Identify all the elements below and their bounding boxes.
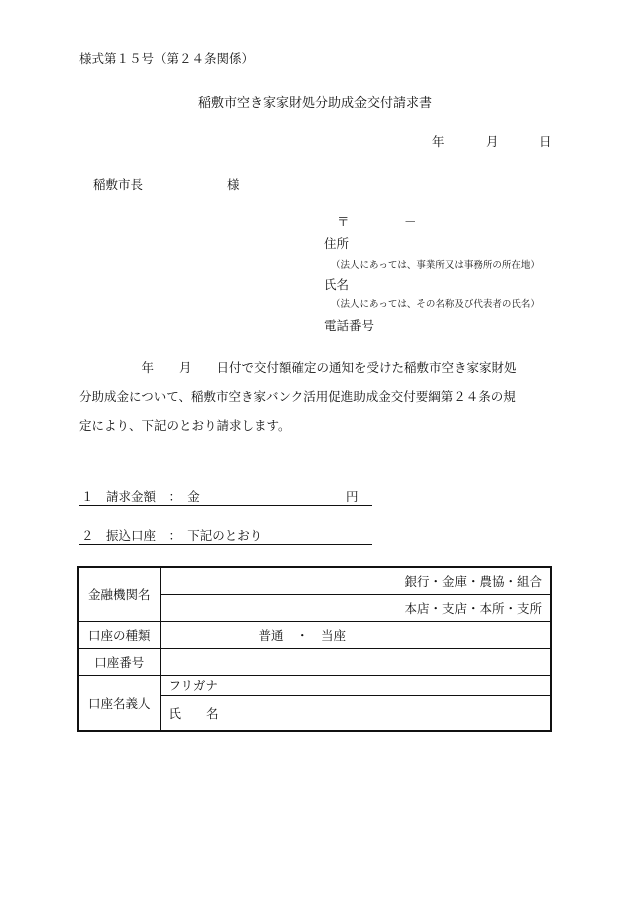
- date-year: 年: [432, 134, 445, 149]
- account-number-label: 口座番号: [78, 648, 160, 675]
- holder-name-label: 氏 名: [160, 695, 551, 731]
- holder-label: 口座名義人: [78, 675, 160, 731]
- postal-dash: －: [404, 214, 417, 229]
- institution-types: 銀行・金庫・農協・組合: [160, 567, 551, 594]
- body-line: 年 月 日付で交付額確定の通知を受けた稲敷市空き家家財処: [79, 360, 517, 375]
- date-month: 月: [486, 134, 499, 149]
- bank-account-table: [77, 566, 552, 732]
- date-day: 日: [539, 134, 552, 149]
- phone-label: 電話番号: [324, 318, 375, 333]
- account-type-options: 普通 ・ 当座: [160, 621, 551, 648]
- addressee-name: 稲敷市長: [93, 177, 144, 192]
- body-line: 分助成金について、稲敷市空き家バンク活用促進助成金交付要綱第２４条の規: [79, 389, 516, 404]
- branch-types: 本店・支店・本所・支所: [160, 594, 551, 621]
- address-note: （法人にあっては、事業所又は事務所の所在地）: [331, 260, 540, 271]
- amount-unit: 円: [346, 489, 359, 504]
- addressee-honorific: 様: [227, 177, 240, 192]
- amount-underline: [79, 505, 372, 506]
- request-body: [79, 353, 553, 440]
- body-line: 定により、下記のとおり請求します。: [79, 418, 291, 433]
- postal-mark: 〒: [337, 214, 350, 229]
- account-underline: [79, 544, 372, 545]
- account-number-field: [160, 648, 551, 675]
- amount-label: １ 請求金額 ： 金: [81, 489, 200, 504]
- name-note: （法人にあっては、その名称及び代表者の氏名）: [331, 299, 540, 310]
- address-label: 住所: [324, 236, 350, 251]
- institution-label: 金融機関名: [78, 567, 160, 621]
- account-type-label: 口座の種類: [78, 621, 160, 648]
- form-number: 様式第１５号（第２４条関係）: [79, 51, 255, 66]
- name-label: 氏名: [324, 277, 350, 292]
- furigana-label: フリガナ: [160, 675, 551, 695]
- account-label: ２ 振込口座 ： 下記のとおり: [81, 528, 263, 543]
- page-title: 稲敷市空き家家財処分助成金交付請求書: [198, 96, 433, 111]
